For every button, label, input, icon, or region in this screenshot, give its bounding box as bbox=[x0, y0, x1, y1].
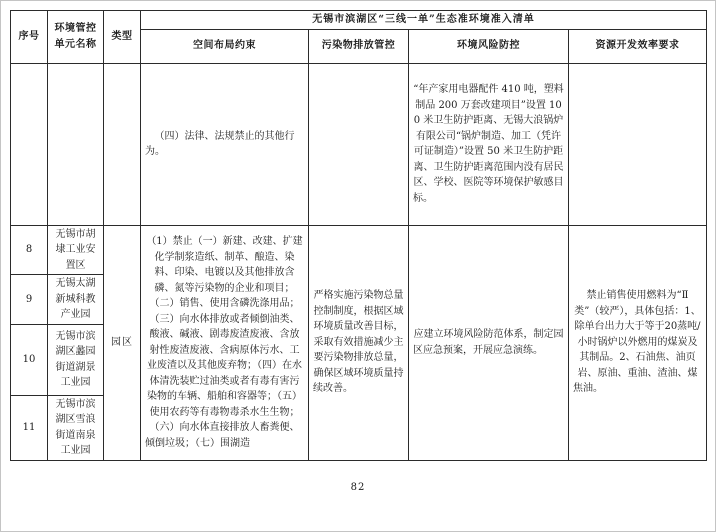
cell-name-11: 无锡市滨湖区雪浪街道南泉工业园 bbox=[48, 395, 104, 460]
cell-name-10: 无锡市滨湖区蠡园街道湖景工业园 bbox=[48, 324, 104, 395]
cell-index-empty bbox=[11, 63, 48, 225]
table-row-8 bbox=[11, 225, 707, 275]
page-number: 82 bbox=[350, 482, 366, 493]
cell-index-8: 8 bbox=[11, 225, 48, 275]
access-list-table bbox=[10, 10, 707, 461]
cell-index-11: 11 bbox=[11, 395, 48, 460]
cell-index-9: 9 bbox=[11, 275, 48, 325]
cell-name-8: 无锡市胡埭工业安置区 bbox=[48, 225, 104, 275]
table-row-continuation bbox=[11, 63, 707, 225]
header-index: 序号 bbox=[11, 11, 48, 64]
cell-risk-group: 应建立环境风险防范体系，制定园区应急预案，开展应急演练。 bbox=[409, 225, 569, 460]
header-risk: 环境风险防控 bbox=[409, 29, 569, 63]
cell-type-empty bbox=[104, 63, 141, 225]
cell-name-9: 无锡太湖新城科教产业园 bbox=[48, 275, 104, 325]
header-spatial: 空间布局约束 bbox=[141, 29, 309, 63]
cell-type-group: 园区 bbox=[104, 225, 141, 460]
table-title-row bbox=[11, 11, 707, 30]
header-type: 类型 bbox=[104, 11, 141, 64]
cell-resource-empty bbox=[569, 63, 707, 225]
cell-spatial-group: （1）禁止（一）新建、改建、扩建化学制浆造纸、制革、酿造、染料、印染、电镀以及其他排放含磷、氮等污染物的企业和项目；（二）销售、使用含磷洗涤用品；（三）向水体排放或者倾倒油类、酸液、碱液、剧毒废渣废液、含放射性废渣废液、含病原体污水、工业废渣以及其他废弃物；（四）在水体清洗装贮过油类或者有毒有害污染物的车辆、船舶和容器等；（五）使用农药等有毒物毒杀水生生物；（六）向水体直接排放人畜粪便、倾倒垃圾；（七）围湖造 bbox=[141, 225, 309, 460]
cell-pollutant-group: 严格实施污染物总量控制制度，根据区域环境质量改善目标，采取有效措施减少主要污染物排放总量，确保区域环境质量持续改善。 bbox=[309, 225, 409, 460]
header-unit-name: 环境管控单元名称 bbox=[48, 11, 104, 64]
cell-risk-continuation: “年产家用电器配件 410 吨，塑料制品 200 万套改建项目”设置 100 米卫生防护距离、无锡大浪锅炉有限公司“锅炉制造、加工（凭许可证制造）”设置 50 米卫生防护距离、卫生防护距离范围内没有居民区、学校、医院等环境保护敏感目标。 bbox=[409, 63, 569, 225]
cell-pollutant-empty bbox=[309, 63, 409, 225]
cell-name-empty bbox=[48, 63, 104, 225]
cell-index-10: 10 bbox=[11, 324, 48, 395]
table-title: 无锡市滨湖区“三线一单”生态准环境准入清单 bbox=[141, 11, 707, 30]
header-pollutant: 污染物排放管控 bbox=[309, 29, 409, 63]
cell-resource-group: 禁止销售使用燃料为“Ⅱ类”（较严），具体包括：1、除单台出力大于等于20蒸吨/小时锅炉以外燃用的煤炭及其制品。2、石油焦、油页岩、原油、重油、渣油、煤焦油。 bbox=[569, 225, 707, 460]
header-resource: 资源开发效率要求 bbox=[569, 29, 707, 63]
cell-spatial-continuation: （四）法律、法规禁止的其他行为。 bbox=[141, 63, 309, 225]
